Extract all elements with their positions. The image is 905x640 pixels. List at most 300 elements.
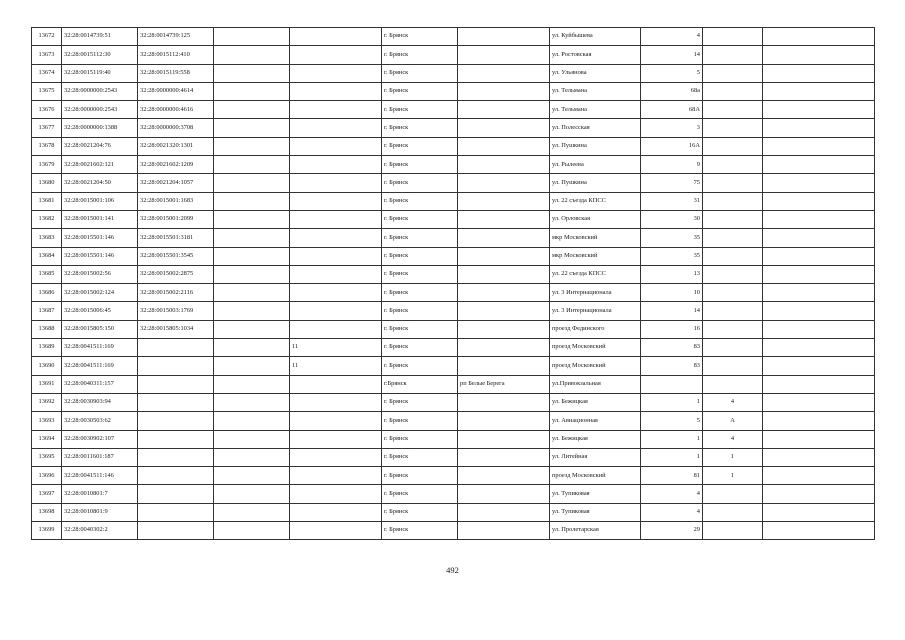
house-number-cell: 68А bbox=[641, 101, 703, 119]
cadastral-number-cell: 32:28:0011601:187 bbox=[62, 448, 138, 466]
code-cell bbox=[290, 156, 382, 174]
cadastral-number-cell: 32:28:0000000:2543 bbox=[62, 82, 138, 100]
code-cell bbox=[290, 284, 382, 302]
extra-cell bbox=[763, 320, 875, 338]
table-row bbox=[32, 265, 875, 283]
parent-cadastral-number-cell: 32:28:0015501:3545 bbox=[138, 247, 214, 265]
street-cell: ул. 3 Интернационала bbox=[550, 284, 641, 302]
house-number-cell: 35 bbox=[641, 247, 703, 265]
table-row bbox=[32, 192, 875, 210]
extra-cell bbox=[763, 229, 875, 247]
row-number-cell: 13694 bbox=[32, 430, 62, 448]
row-number-cell: 13690 bbox=[32, 357, 62, 375]
settlement-cell bbox=[458, 448, 550, 466]
house-number-cell: 30 bbox=[641, 210, 703, 228]
street-cell: ул. Ростовская bbox=[550, 46, 641, 64]
extra-cell bbox=[763, 339, 875, 357]
house-number-cell: 4 bbox=[641, 28, 703, 46]
extra-cell bbox=[763, 522, 875, 540]
building-cell bbox=[703, 101, 763, 119]
empty-cell bbox=[214, 430, 290, 448]
row-number-cell: 13684 bbox=[32, 247, 62, 265]
cadastral-number-cell: 32:28:0015112:30 bbox=[62, 46, 138, 64]
code-cell bbox=[290, 522, 382, 540]
cadastral-number-cell: 32:28:0015805:150 bbox=[62, 320, 138, 338]
parent-cadastral-number-cell bbox=[138, 393, 214, 411]
cadastral-number-cell: 32:28:0030503:62 bbox=[62, 412, 138, 430]
table-row bbox=[32, 430, 875, 448]
city-cell: г. Брянск bbox=[382, 357, 458, 375]
house-number-cell: 16А bbox=[641, 137, 703, 155]
parent-cadastral-number-cell: 32:28:0021204:1057 bbox=[138, 174, 214, 192]
building-cell bbox=[703, 339, 763, 357]
extra-cell bbox=[763, 46, 875, 64]
cadastral-number-cell: 32:28:0015001:141 bbox=[62, 210, 138, 228]
parent-cadastral-number-cell bbox=[138, 485, 214, 503]
street-cell: ул. Ульянова bbox=[550, 64, 641, 82]
empty-cell bbox=[214, 448, 290, 466]
row-number-cell: 13693 bbox=[32, 412, 62, 430]
city-cell: г. Брянск bbox=[382, 503, 458, 521]
row-number-cell: 13688 bbox=[32, 320, 62, 338]
city-cell: г. Брянск bbox=[382, 467, 458, 485]
empty-cell bbox=[214, 284, 290, 302]
building-cell bbox=[703, 357, 763, 375]
row-number-cell: 13677 bbox=[32, 119, 62, 137]
code-cell bbox=[290, 28, 382, 46]
house-number-cell: 9 bbox=[641, 156, 703, 174]
house-number-cell: 75 bbox=[641, 174, 703, 192]
street-cell: проезд Московский bbox=[550, 357, 641, 375]
street-cell: ул. Пушкина bbox=[550, 137, 641, 155]
house-number-cell: 68а bbox=[641, 82, 703, 100]
house-number-cell: 1 bbox=[641, 430, 703, 448]
table-row bbox=[32, 485, 875, 503]
row-number-cell: 13673 bbox=[32, 46, 62, 64]
empty-cell bbox=[214, 375, 290, 393]
cadastral-number-cell: 32:28:0041511:169 bbox=[62, 357, 138, 375]
table-row bbox=[32, 174, 875, 192]
settlement-cell bbox=[458, 339, 550, 357]
street-cell: ул. Орловская bbox=[550, 210, 641, 228]
city-cell: г. Брянск bbox=[382, 430, 458, 448]
settlement-cell bbox=[458, 284, 550, 302]
row-number-cell: 13689 bbox=[32, 339, 62, 357]
empty-cell bbox=[214, 119, 290, 137]
house-number-cell: 3 bbox=[641, 119, 703, 137]
extra-cell bbox=[763, 357, 875, 375]
settlement-cell bbox=[458, 320, 550, 338]
parent-cadastral-number-cell: 32:28:0000000:4614 bbox=[138, 82, 214, 100]
building-cell: 4 bbox=[703, 393, 763, 411]
city-cell: г. Брянск bbox=[382, 210, 458, 228]
code-cell bbox=[290, 46, 382, 64]
code-cell bbox=[290, 393, 382, 411]
street-cell: мкр Московский bbox=[550, 229, 641, 247]
street-cell: ул. Полесская bbox=[550, 119, 641, 137]
empty-cell bbox=[214, 339, 290, 357]
city-cell: г. Брянск bbox=[382, 412, 458, 430]
street-cell: проезд Московский bbox=[550, 339, 641, 357]
cadastral-number-cell: 32:28:0010801:9 bbox=[62, 503, 138, 521]
parent-cadastral-number-cell bbox=[138, 357, 214, 375]
city-cell: г. Брянск bbox=[382, 28, 458, 46]
extra-cell bbox=[763, 284, 875, 302]
row-number-cell: 13679 bbox=[32, 156, 62, 174]
cadastral-number-cell: 32:28:0015001:106 bbox=[62, 192, 138, 210]
parent-cadastral-number-cell: 32:28:0000000:3708 bbox=[138, 119, 214, 137]
table-row bbox=[32, 119, 875, 137]
street-cell: ул. Авиационная bbox=[550, 412, 641, 430]
house-number-cell: 14 bbox=[641, 302, 703, 320]
settlement-cell: рп Белые Берега bbox=[458, 375, 550, 393]
house-number-cell: 35 bbox=[641, 229, 703, 247]
cadastral-number-cell: 32:28:0041511:169 bbox=[62, 339, 138, 357]
extra-cell bbox=[763, 247, 875, 265]
table-row bbox=[32, 302, 875, 320]
parent-cadastral-number-cell bbox=[138, 467, 214, 485]
parent-cadastral-number-cell: 32:28:0015003:1769 bbox=[138, 302, 214, 320]
row-number-cell: 13696 bbox=[32, 467, 62, 485]
street-cell: ул. Пролетарская bbox=[550, 522, 641, 540]
extra-cell bbox=[763, 412, 875, 430]
settlement-cell bbox=[458, 247, 550, 265]
row-number-cell: 13675 bbox=[32, 82, 62, 100]
code-cell: 11 bbox=[290, 357, 382, 375]
city-cell: г. Брянск bbox=[382, 302, 458, 320]
cadastral-number-cell: 32:28:0021602:121 bbox=[62, 156, 138, 174]
parent-cadastral-number-cell bbox=[138, 522, 214, 540]
house-number-cell: 1 bbox=[641, 393, 703, 411]
building-cell bbox=[703, 503, 763, 521]
extra-cell bbox=[763, 393, 875, 411]
house-number-cell: 83 bbox=[641, 357, 703, 375]
empty-cell bbox=[214, 467, 290, 485]
parent-cadastral-number-cell bbox=[138, 375, 214, 393]
table-row bbox=[32, 82, 875, 100]
empty-cell bbox=[214, 156, 290, 174]
building-cell: А bbox=[703, 412, 763, 430]
city-cell: г. Брянск bbox=[382, 247, 458, 265]
building-cell bbox=[703, 64, 763, 82]
table-row bbox=[32, 210, 875, 228]
table-row bbox=[32, 357, 875, 375]
parent-cadastral-number-cell: 32:28:0021320:1301 bbox=[138, 137, 214, 155]
row-number-cell: 13681 bbox=[32, 192, 62, 210]
cadastral-number-cell: 32:28:0040302:2 bbox=[62, 522, 138, 540]
code-cell bbox=[290, 265, 382, 283]
cadastral-number-cell: 32:28:0015002:56 bbox=[62, 265, 138, 283]
settlement-cell bbox=[458, 137, 550, 155]
extra-cell bbox=[763, 64, 875, 82]
code-cell bbox=[290, 192, 382, 210]
building-cell bbox=[703, 210, 763, 228]
empty-cell bbox=[214, 302, 290, 320]
building-cell bbox=[703, 156, 763, 174]
table-row bbox=[32, 284, 875, 302]
extra-cell bbox=[763, 210, 875, 228]
building-cell bbox=[703, 229, 763, 247]
parent-cadastral-number-cell: 32:28:0015001:1683 bbox=[138, 192, 214, 210]
table-body bbox=[32, 28, 875, 540]
empty-cell bbox=[214, 412, 290, 430]
empty-cell bbox=[214, 82, 290, 100]
building-cell: 4 bbox=[703, 430, 763, 448]
empty-cell bbox=[214, 247, 290, 265]
house-number-cell: 16 bbox=[641, 320, 703, 338]
empty-cell bbox=[214, 64, 290, 82]
table-row bbox=[32, 339, 875, 357]
settlement-cell bbox=[458, 156, 550, 174]
building-cell bbox=[703, 174, 763, 192]
building-cell bbox=[703, 137, 763, 155]
extra-cell bbox=[763, 265, 875, 283]
code-cell bbox=[290, 64, 382, 82]
building-cell bbox=[703, 302, 763, 320]
building-cell: 1 bbox=[703, 448, 763, 466]
table-row bbox=[32, 156, 875, 174]
row-number-cell: 13680 bbox=[32, 174, 62, 192]
parent-cadastral-number-cell: 32:28:0000000:4616 bbox=[138, 101, 214, 119]
code-cell bbox=[290, 119, 382, 137]
extra-cell bbox=[763, 485, 875, 503]
row-number-cell: 13692 bbox=[32, 393, 62, 411]
parent-cadastral-number-cell bbox=[138, 503, 214, 521]
settlement-cell bbox=[458, 28, 550, 46]
building-cell bbox=[703, 82, 763, 100]
table-row bbox=[32, 64, 875, 82]
code-cell bbox=[290, 101, 382, 119]
extra-cell bbox=[763, 302, 875, 320]
code-cell bbox=[290, 137, 382, 155]
house-number-cell: 14 bbox=[641, 46, 703, 64]
building-cell bbox=[703, 320, 763, 338]
empty-cell bbox=[214, 174, 290, 192]
cadastral-number-cell: 32:28:0000000:2543 bbox=[62, 101, 138, 119]
parent-cadastral-number-cell bbox=[138, 412, 214, 430]
row-number-cell: 13699 bbox=[32, 522, 62, 540]
city-cell: г. Брянск bbox=[382, 119, 458, 137]
city-cell: г. Брянск bbox=[382, 393, 458, 411]
building-cell bbox=[703, 28, 763, 46]
parent-cadastral-number-cell: 32:28:0021602:1209 bbox=[138, 156, 214, 174]
settlement-cell bbox=[458, 210, 550, 228]
empty-cell bbox=[214, 210, 290, 228]
table-row bbox=[32, 448, 875, 466]
building-cell bbox=[703, 375, 763, 393]
extra-cell bbox=[763, 156, 875, 174]
city-cell: г. Брянск bbox=[382, 156, 458, 174]
street-cell: ул. Куйбышева bbox=[550, 28, 641, 46]
code-cell bbox=[290, 302, 382, 320]
parent-cadastral-number-cell bbox=[138, 339, 214, 357]
city-cell: г. Брянск bbox=[382, 339, 458, 357]
house-number-cell: 4 bbox=[641, 503, 703, 521]
table-row bbox=[32, 247, 875, 265]
city-cell: г. Брянск bbox=[382, 522, 458, 540]
house-number-cell: 29 bbox=[641, 522, 703, 540]
cadastral-number-cell: 32:28:0041511:146 bbox=[62, 467, 138, 485]
row-number-cell: 13687 bbox=[32, 302, 62, 320]
street-cell: мкр Московский bbox=[550, 247, 641, 265]
house-number-cell: 4 bbox=[641, 485, 703, 503]
code-cell bbox=[290, 430, 382, 448]
empty-cell bbox=[214, 192, 290, 210]
code-cell bbox=[290, 412, 382, 430]
house-number-cell bbox=[641, 375, 703, 393]
table-row bbox=[32, 412, 875, 430]
house-number-cell: 10 bbox=[641, 284, 703, 302]
extra-cell bbox=[763, 101, 875, 119]
street-cell: проезд Фединского bbox=[550, 320, 641, 338]
street-cell: проезд Московский bbox=[550, 467, 641, 485]
table-row bbox=[32, 467, 875, 485]
parent-cadastral-number-cell: 32:28:0015805:1034 bbox=[138, 320, 214, 338]
empty-cell bbox=[214, 137, 290, 155]
empty-cell bbox=[214, 46, 290, 64]
parent-cadastral-number-cell: 32:28:0015002:2116 bbox=[138, 284, 214, 302]
code-cell bbox=[290, 448, 382, 466]
street-cell: ул. 22 съезда КПСС bbox=[550, 192, 641, 210]
empty-cell bbox=[214, 485, 290, 503]
parent-cadastral-number-cell: 32:28:0015112:410 bbox=[138, 46, 214, 64]
settlement-cell bbox=[458, 430, 550, 448]
empty-cell bbox=[214, 320, 290, 338]
street-cell: ул. 3 Интернационала bbox=[550, 302, 641, 320]
cadastral-number-cell: 32:28:0030903:94 bbox=[62, 393, 138, 411]
table-row bbox=[32, 28, 875, 46]
row-number-cell: 13682 bbox=[32, 210, 62, 228]
building-cell bbox=[703, 265, 763, 283]
code-cell bbox=[290, 320, 382, 338]
settlement-cell bbox=[458, 82, 550, 100]
house-number-cell: 83 bbox=[641, 339, 703, 357]
table-row bbox=[32, 522, 875, 540]
row-number-cell: 13683 bbox=[32, 229, 62, 247]
extra-cell bbox=[763, 119, 875, 137]
street-cell: ул. Тупиковая bbox=[550, 485, 641, 503]
city-cell: г. Брянск bbox=[382, 448, 458, 466]
cadastral-number-cell: 32:28:0030902:107 bbox=[62, 430, 138, 448]
code-cell: 11 bbox=[290, 339, 382, 357]
settlement-cell bbox=[458, 265, 550, 283]
street-cell: ул. 22 съезда КПСС bbox=[550, 265, 641, 283]
house-number-cell: 5 bbox=[641, 64, 703, 82]
building-cell: 1 bbox=[703, 467, 763, 485]
table-row bbox=[32, 46, 875, 64]
settlement-cell bbox=[458, 192, 550, 210]
empty-cell bbox=[214, 522, 290, 540]
house-number-cell: 1 bbox=[641, 448, 703, 466]
street-cell: ул. Бежицкая bbox=[550, 430, 641, 448]
street-cell: ул.Привокзальная bbox=[550, 375, 641, 393]
cadastral-number-cell: 32:28:0000000:1388 bbox=[62, 119, 138, 137]
cadastral-number-cell: 32:28:0021204:76 bbox=[62, 137, 138, 155]
table-row bbox=[32, 137, 875, 155]
city-cell: г. Брянск bbox=[382, 174, 458, 192]
parent-cadastral-number-cell: 32:28:0015001:2099 bbox=[138, 210, 214, 228]
parent-cadastral-number-cell: 32:28:0014739:125 bbox=[138, 28, 214, 46]
extra-cell bbox=[763, 448, 875, 466]
code-cell bbox=[290, 229, 382, 247]
settlement-cell bbox=[458, 412, 550, 430]
house-number-cell: 13 bbox=[641, 265, 703, 283]
extra-cell bbox=[763, 137, 875, 155]
extra-cell bbox=[763, 430, 875, 448]
settlement-cell bbox=[458, 467, 550, 485]
settlement-cell bbox=[458, 522, 550, 540]
registry-table bbox=[31, 27, 875, 540]
empty-cell bbox=[214, 265, 290, 283]
house-number-cell: 5 bbox=[641, 412, 703, 430]
table-row bbox=[32, 229, 875, 247]
city-cell: г. Брянск bbox=[382, 64, 458, 82]
city-cell: г. Брянск bbox=[382, 137, 458, 155]
extra-cell bbox=[763, 375, 875, 393]
empty-cell bbox=[214, 503, 290, 521]
settlement-cell bbox=[458, 174, 550, 192]
extra-cell bbox=[763, 174, 875, 192]
building-cell bbox=[703, 522, 763, 540]
city-cell: г.Брянск bbox=[382, 375, 458, 393]
settlement-cell bbox=[458, 64, 550, 82]
cadastral-number-cell: 32:28:0014739:51 bbox=[62, 28, 138, 46]
code-cell bbox=[290, 247, 382, 265]
settlement-cell bbox=[458, 46, 550, 64]
code-cell bbox=[290, 485, 382, 503]
city-cell: г. Брянск bbox=[382, 284, 458, 302]
street-cell: ул. Тупиковая bbox=[550, 503, 641, 521]
city-cell: г. Брянск bbox=[382, 192, 458, 210]
settlement-cell bbox=[458, 229, 550, 247]
settlement-cell bbox=[458, 357, 550, 375]
row-number-cell: 13685 bbox=[32, 265, 62, 283]
city-cell: г. Брянск bbox=[382, 46, 458, 64]
building-cell bbox=[703, 485, 763, 503]
building-cell bbox=[703, 247, 763, 265]
empty-cell bbox=[214, 393, 290, 411]
street-cell: ул. Бежицкая bbox=[550, 393, 641, 411]
cadastral-number-cell: 32:28:0021204:50 bbox=[62, 174, 138, 192]
empty-cell bbox=[214, 357, 290, 375]
row-number-cell: 13676 bbox=[32, 101, 62, 119]
city-cell: г. Брянск bbox=[382, 229, 458, 247]
row-number-cell: 13691 bbox=[32, 375, 62, 393]
cadastral-number-cell: 32:28:0015006:45 bbox=[62, 302, 138, 320]
parent-cadastral-number-cell bbox=[138, 448, 214, 466]
cadastral-number-cell: 32:28:0015501:146 bbox=[62, 247, 138, 265]
extra-cell bbox=[763, 192, 875, 210]
street-cell: ул. Рылеева bbox=[550, 156, 641, 174]
empty-cell bbox=[214, 229, 290, 247]
settlement-cell bbox=[458, 101, 550, 119]
settlement-cell bbox=[458, 393, 550, 411]
house-number-cell: 81 bbox=[641, 467, 703, 485]
building-cell bbox=[703, 119, 763, 137]
row-number-cell: 13697 bbox=[32, 485, 62, 503]
settlement-cell bbox=[458, 503, 550, 521]
extra-cell bbox=[763, 82, 875, 100]
city-cell: г. Брянск bbox=[382, 320, 458, 338]
parent-cadastral-number-cell bbox=[138, 430, 214, 448]
row-number-cell: 13674 bbox=[32, 64, 62, 82]
cadastral-number-cell: 32:28:0040311:157 bbox=[62, 375, 138, 393]
cadastral-number-cell: 32:28:0010801:7 bbox=[62, 485, 138, 503]
row-number-cell: 13698 bbox=[32, 503, 62, 521]
row-number-cell: 13686 bbox=[32, 284, 62, 302]
parent-cadastral-number-cell: 32:28:0015002:2875 bbox=[138, 265, 214, 283]
city-cell: г. Брянск bbox=[382, 265, 458, 283]
